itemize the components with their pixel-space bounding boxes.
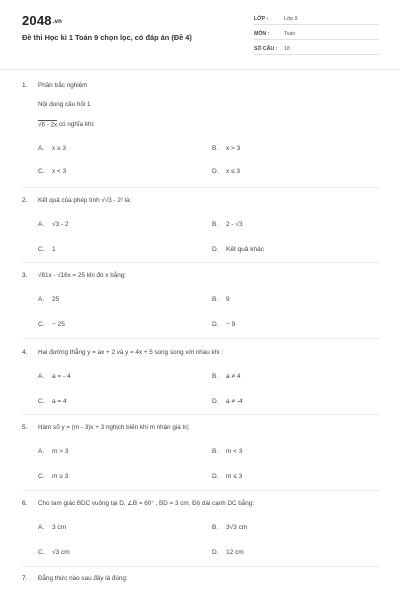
option-a[interactable]: A. x ≥ 3 [38,145,67,152]
question-text: Đẳng thức nào sau đây là đúng: [38,575,128,582]
meta-subject [254,28,379,40]
option-d[interactable]: D. x ≤ 3 [212,168,241,175]
meta-subject-label: MÔN : [254,31,270,37]
question-text: Hàm số y = (m - 3)x + 3 nghịch biến khi m nhận giá trị: [38,424,190,431]
option-c[interactable]: C. 1 [38,246,56,253]
option-d[interactable]: D. 12 cm [212,549,244,556]
option-c[interactable]: C. √3 cm [38,549,70,556]
option-c[interactable]: C. x < 3 [38,168,67,175]
question-number: 7. [22,575,28,582]
question-prompt [38,121,95,128]
question-divider [22,490,380,491]
option-b[interactable]: B. x > 3 [212,145,241,152]
question-text: √81x - √16x = 25 khi đó x bằng: [38,272,126,279]
meta-class-label: LỚP : [254,16,269,22]
question-text: Phần trắc nghiệm [38,82,88,89]
question-number: 3. [22,272,28,279]
meta-class-value: Lớp 9 [284,16,298,22]
option-c[interactable]: C. m ≥ 3 [38,473,69,480]
meta-question-count-value: 18 [284,46,290,52]
site-logo[interactable]: $2048^{.vn}$ [22,13,63,28]
option-b[interactable]: B. 2 - √3 [212,221,243,228]
question-text: Hai đường thẳng y = ax + 2 và y = 4x + 5 song song với nhau khi : [38,349,224,356]
option-d[interactable]: D. m ≤ 3 [212,473,243,480]
question-divider [22,338,380,339]
question-number: 4. [22,349,28,356]
header-divider [0,69,400,70]
option-b[interactable]: B. 3√3 cm [212,524,248,531]
question-divider [22,566,380,567]
question-prompt-tail: có nghĩa khi: [57,121,95,128]
question-divider [22,187,380,188]
question-number: 1. [22,82,28,89]
meta-question-count-label: SỐ CÂU : [254,46,278,52]
option-a[interactable]: A. √3 - 2 [38,221,69,228]
question-number: 6. [22,500,28,507]
exam-title: Đề thi Học kì 1 Toán 9 chọn lọc, có đáp án (Đề 4) [22,33,192,42]
option-d[interactable]: D. − 9 [212,321,236,328]
sqrt-expression: √6 - 2x [38,121,58,128]
option-b[interactable]: B. m < 3 [212,448,243,455]
option-b[interactable]: B. 9 [212,296,230,303]
question-number: 5. [22,424,28,431]
option-d[interactable]: D. a ≠ -4 [212,398,243,405]
question-divider [22,262,380,263]
question-text: Cho tam giác BDC vuông tại D, ∠B = 60° , BD = 3 cm. Độ dài cạnh DC bằng: [38,500,255,507]
page-header [0,0,400,70]
meta-subject-value: Toán [284,31,296,37]
question-subtitle: Nội dung câu hỏi 1 [38,101,91,108]
option-b[interactable]: B. a ≠ 4 [212,373,241,380]
meta-class [254,13,379,25]
question-number: 2. [22,197,28,204]
question-text: Kết quả của phép tính √√3 - 2² là: [38,197,132,204]
option-c[interactable]: C. a = 4 [38,398,67,405]
meta-question-count [254,43,379,55]
option-a[interactable]: A. 25 [38,296,60,303]
option-a[interactable]: A. m > 3 [38,448,69,455]
question-divider [22,414,380,415]
option-a[interactable]: A. 3 cm [38,524,67,531]
option-c[interactable]: C. − 25 [38,321,65,328]
option-d[interactable]: D. Kết quả khác [212,246,264,253]
option-a[interactable]: A. a = - 4 [38,373,71,380]
